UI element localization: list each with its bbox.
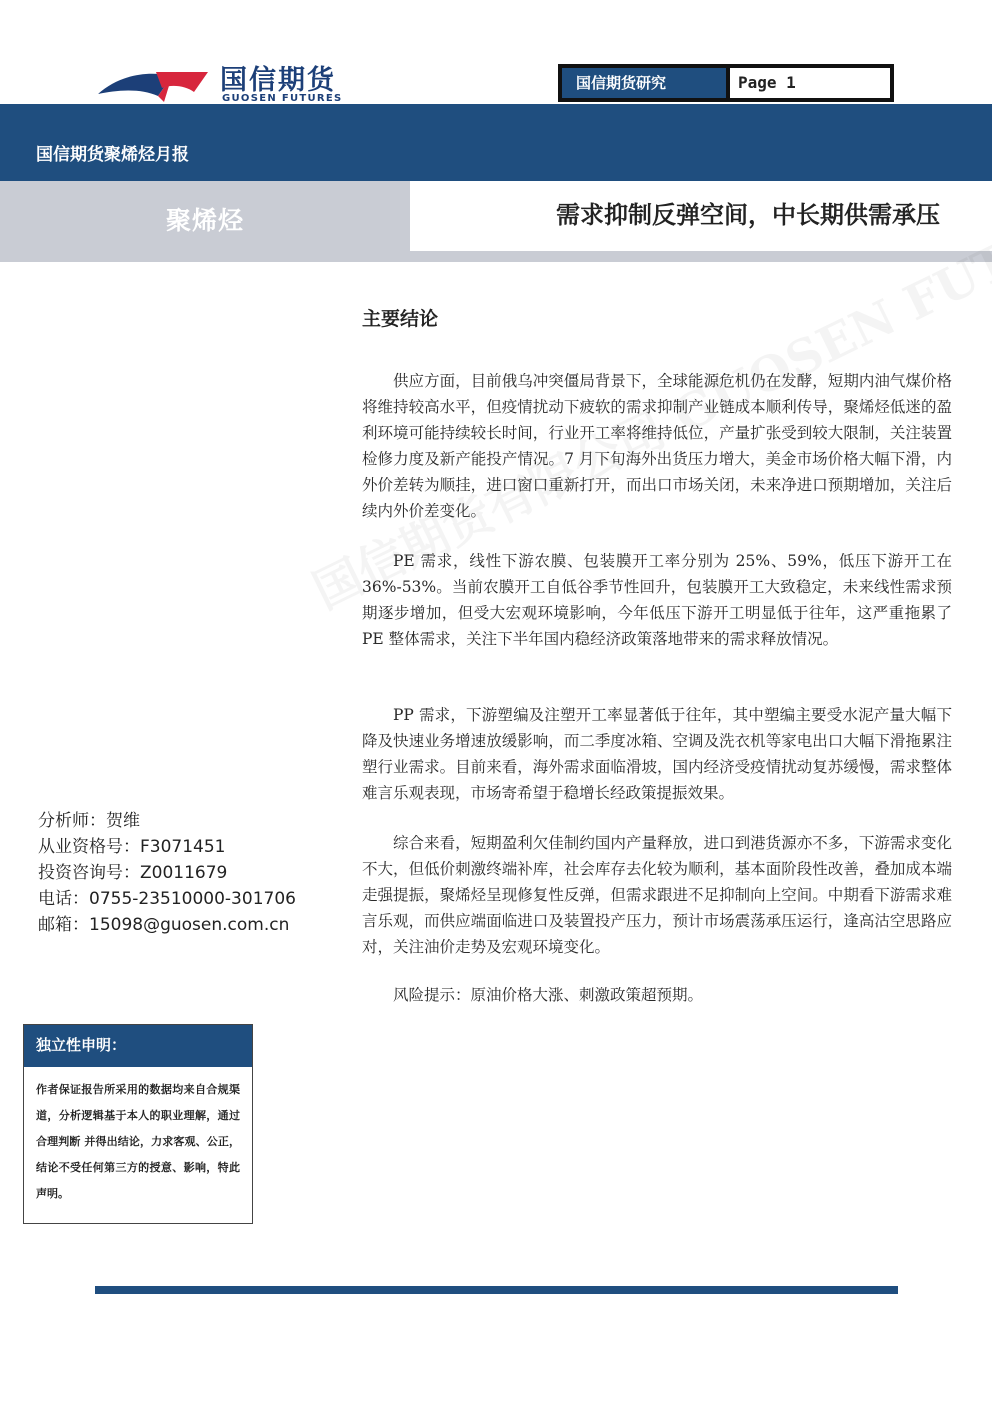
analyst-license: 从业资格号：F3071451 [38, 837, 226, 857]
paragraph-pe-demand: PE 需求，线性下游农膜、包装膜开工率分别为 25%、59%，低压下游开工在 36%-53%。当前农膜开工自低谷季节性回升，包装膜开工大致稳定，未来线性需求预期逐步增加，但受大宏观环境影响，今年低压下游开工明显低于往年，这严重拖累了 PE 整体需求，关注下半年国内稳经济政策落地带来的需求释放情况。 [362, 552, 952, 648]
company-logo [98, 66, 378, 106]
page-header-box [558, 64, 894, 102]
logo-chinese-text: 国信期货 [220, 65, 336, 96]
report-headline: 需求抑制反弹空间，中长期供需承压 [556, 200, 940, 229]
analyst-consult-number: 投资咨询号：Z0011679 [38, 863, 228, 883]
section-title: 主要结论 [362, 308, 439, 330]
statement-title: 独立性申明： [24, 1025, 252, 1067]
independence-statement [23, 1024, 253, 1224]
paragraph-risk: 风险提示：原油价格大涨、刺激政策超预期。 [393, 986, 704, 1004]
page-number: Page 1 [730, 68, 890, 98]
paragraph-pp-demand: PP 需求，下游塑编及注塑开工率显著低于往年，其中塑编主要受水泥产量大幅下降及快速业务增速放缓影响，而二季度冰箱、空调及洗衣机等家电出口大幅下滑拖累注塑行业需求。目前来看，海外需求面临滑坡，国内经济受疫情扰动复苏缓慢，需求整体难言乐观表现，市场寄希望于稳增长经政策提振效果。 [362, 706, 952, 802]
report-type: 国信期货聚烯烃月报 [36, 145, 189, 165]
paragraph-summary: 综合来看，短期盈利欠佳制约国内产量释放，进口到港货源亦不多，下游需求变化不大，但低价刺激终端补库，社会库存去化较为顺利，基本面阶段性改善，叠加成本端走强提振，聚烯烃呈现修复性反弹，但需求跟进不足抑制向上空间。中期看下游需求难言乐观，而供应端面临进口及装置投产压力，预计市场震荡承压运行，逢高沽空思路应对，关注油价走势及宏观环境变化。 [362, 834, 952, 956]
report-date: 2022 年 7 月 31 日 [864, 262, 980, 276]
analyst-email[interactable]: 邮箱：15098@guosen.com.cn [38, 915, 290, 935]
analyst-name: 分析师：贺维 [38, 811, 140, 831]
report-type-band [0, 104, 992, 181]
footer-divider [95, 1286, 898, 1294]
logo-english-text: GUOSEN FUTURES [222, 93, 343, 104]
department-label: 国信期货研究 [562, 68, 726, 98]
category-label: 聚烯烃 [165, 206, 244, 235]
analyst-phone: 电话：0755-23510000-301706 [38, 889, 296, 909]
logo-mark-icon [98, 66, 210, 106]
paragraph-supply: 供应方面，目前俄乌冲突僵局背景下，全球能源危机仍在发酵，短期内油气煤价格将维持较高水平，但疫情扰动下疲软的需求抑制产业链成本顺利传导，聚烯烃低迷的盈利环境可能持续较长时间，行业开工率将维持低位，产量扩张受到较大限制，关注装置检修力度及新产能投产情况。7 月下旬海外出货压力增大，美金市场价格大幅下滑，内外价差转为顺挂，进口窗口重新打开，而出口市场关闭，未来净进口预期增加，关注后续内外价差变化。 [362, 372, 952, 520]
statement-body: 作者保证报告所采用的数据均来自合规渠道，分析逻辑基于本人的职业理解，通过合理判断 并得出结论，力求客观、公正，结论不受任何第三方的授意、影响，特此声明。 [36, 1083, 240, 1200]
analyst-info [38, 808, 296, 938]
